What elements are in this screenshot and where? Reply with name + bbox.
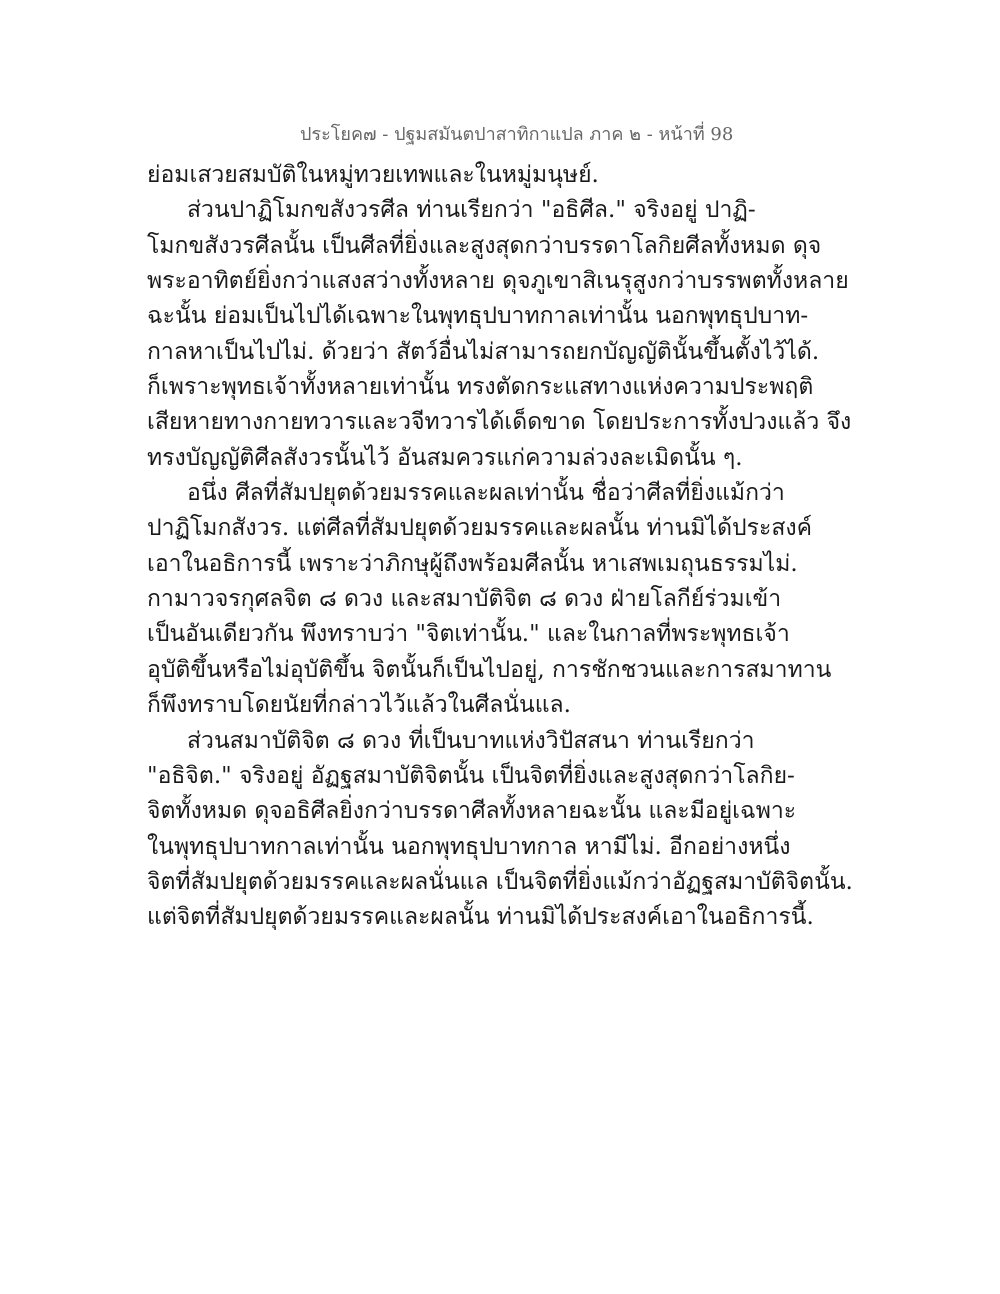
paragraph-start-line: อนึ่ง ศีลที่สัมปยุตด้วยมรรคและผลเท่านั้น ชื่อว่าศีลที่ยิ่งแม้กว่า (187, 480, 785, 507)
text-line: ย่อมเสวยสมบัติในหมู่ทวยเทพและในหมู่มนุษย์. (147, 162, 599, 188)
text-line: ในพุทธุปบาทกาลเท่านั้น นอกพุทธุปบาทกาล หามีไม่. อีกอย่างหนึ่ง (147, 833, 791, 860)
text-line: จิตทั้งหมด ดุจอธิศีลยิ่งกว่าบรรดาศีลทั้งหลายฉะนั้น และมีอยู่เฉพาะ (147, 798, 797, 825)
body-text (147, 158, 867, 936)
text-line: โมกขสังวรศีลนั้น เป็นศีลที่ยิ่งและสูงสุดกว่าบรรดาโลกิยศีลทั้งหมด ดุจ (147, 232, 822, 259)
text-line: กามาวจรกุศลจิต ๘ ดวง และสมาบัติจิต ๘ ดวง ฝ่ายโลกีย์ร่วมเข้า (147, 586, 782, 613)
text-line: อุบัติขึ้นหรือไม่อุบัติขึ้น จิตนั้นก็เป็นไปอยู่, การชักชวนและการสมาทาน (147, 656, 832, 683)
text-line: ก็เพราะพุทธเจ้าทั้งหลายเท่านั้น ทรงตัดกระแสทางแห่งความประพฤติ (147, 374, 814, 401)
text-line: ก็พึงทราบโดยนัยที่กล่าวไว้แล้วในศีลนั่นแล. (147, 692, 571, 719)
text-line: พระอาทิตย์ยิ่งกว่าแสงสว่างทั้งหลาย ดุจภูเขาสิเนรุสูงกว่าบรรพตทั้งหลาย (147, 268, 849, 295)
text-line: แต่จิตที่สัมปยุตด้วยมรรคและผลนั้น ท่านมิได้ประสงค์เอาในอธิการนี้. (147, 904, 814, 931)
text-line: กาลหาเป็นไปไม่. ด้วยว่า สัตว์อื่นไม่สามารถยกบัญญัตินั้นขึ้นตั้งไว้ได้. (147, 338, 820, 365)
text-line: จิตที่สัมปยุตด้วยมรรคและผลนั่นแล เป็นจิตที่ยิ่งแม้กว่าอัฏฐสมาบัติจิตนั้น. (147, 868, 853, 895)
text-line: เป็นอันเดียวกัน พึงทราบว่า "จิตเท่านั้น." และในกาลที่พระพุทธเจ้า (147, 621, 790, 648)
paragraph-start-line: ส่วนปาฏิโมกขสังวรศีล ท่านเรียกว่า "อธิศีล." จริงอยู่ ปาฏิ- (187, 197, 756, 224)
text-line: เอาในอธิการนี้ เพราะว่าภิกษุผู้ถึงพร้อมศีลนั้น หาเสพเมถุนธรรมไม่. (147, 550, 798, 577)
text-line: เสียหายทางกายทวารและวจีทวารได้เด็ดขาด โดยประการทั้งปวงแล้ว จึง (147, 409, 852, 436)
running-header: ประโยค๗ - ปฐมสมันตปาสาทิกาแปล ภาค ๒ - หน้าที่ 98 (300, 124, 734, 145)
text-line: ปาฏิโมกสังวร. แต่ศีลที่สัมปยุตด้วยมรรคและผลนั้น ท่านมิได้ประสงค์ (147, 515, 812, 542)
paragraph-start-line: ส่วนสมาบัติจิต ๘ ดวง ที่เป็นบาทแห่งวิปัสสนา ท่านเรียกว่า (187, 727, 755, 754)
text-line: ทรงบัญญัติศีลสังวรนั้นไว้ อันสมควรแก่ความล่วงละเมิดนั้น ๆ. (147, 444, 743, 471)
text-line: "อธิจิต." จริงอยู่ อัฏฐสมาบัติจิตนั้น เป็นจิตที่ยิ่งและสูงสุดกว่าโลกิย- (147, 762, 795, 789)
text-line: ฉะนั้น ย่อมเป็นไปได้เฉพาะในพุทธุปบาทกาลเท่านั้น นอกพุทธุปบาท- (147, 303, 809, 330)
